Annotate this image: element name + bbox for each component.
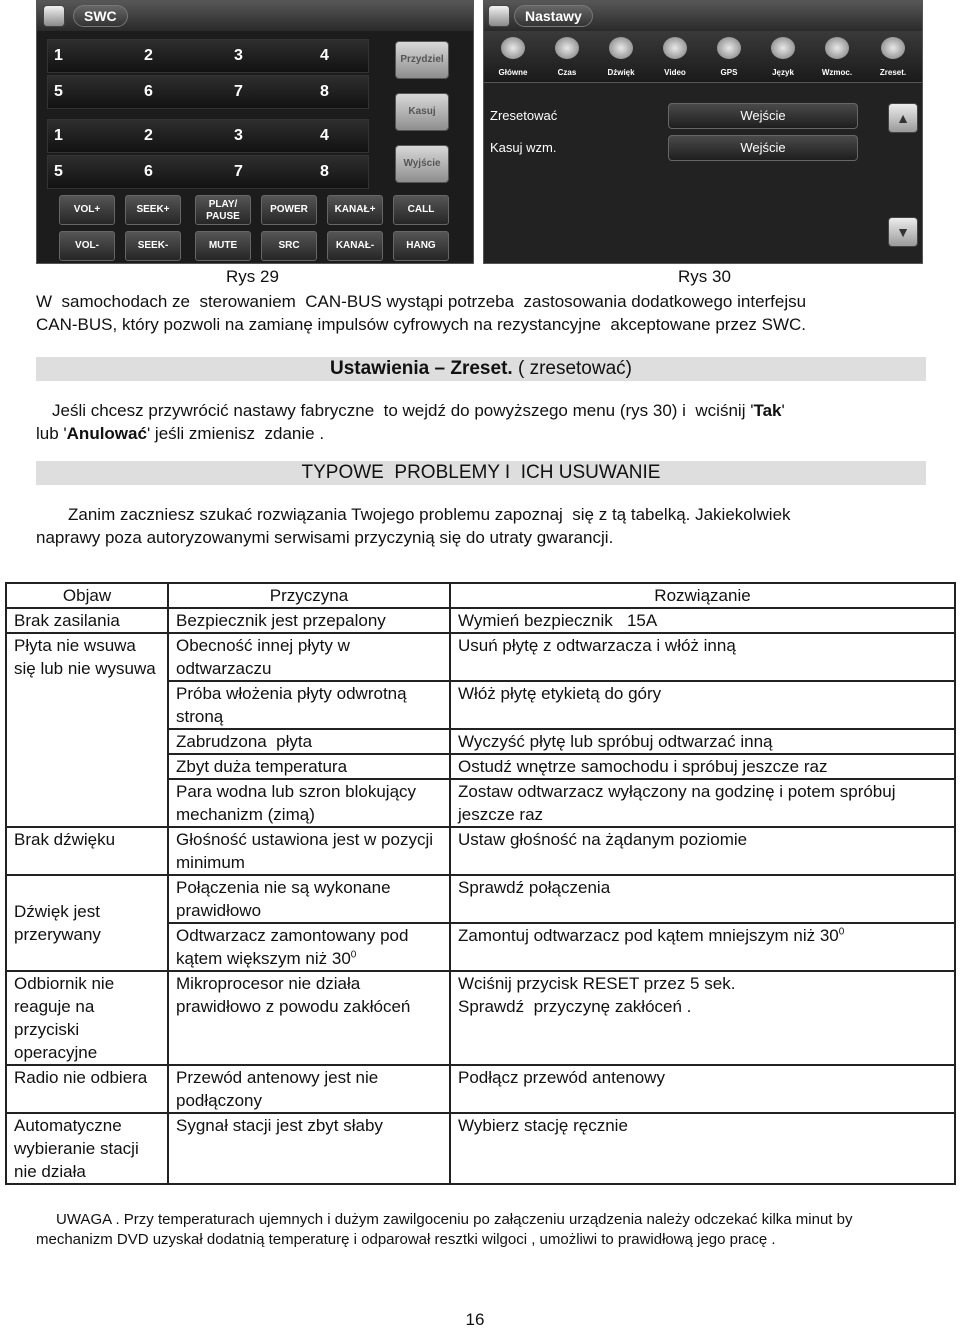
tab-glowne[interactable]: Główne — [488, 31, 538, 83]
heading-rest: ( zresetować) — [512, 358, 632, 379]
symptom-cell: Radio nie odbiera — [6, 1065, 168, 1113]
table-row — [6, 827, 955, 875]
swc-key[interactable]: 1 — [54, 127, 63, 144]
solution-cell: Ustaw głośność na żądanym poziomie — [450, 827, 955, 875]
solution-text: Zamontuj odtwarzacz pod kątem mniejszym niż 30 — [458, 926, 839, 945]
swc-key[interactable]: 7 — [234, 163, 243, 180]
cause-cell: Obecność innej płyty w odtwarzaczu — [168, 633, 450, 681]
symptom-cell: Brak dźwięku — [6, 827, 168, 875]
tab-wzmoc[interactable]: Wzmoc. — [812, 31, 862, 83]
channel-up-button[interactable]: KANAŁ+ — [327, 195, 383, 225]
delete-button[interactable]: Kasuj — [395, 93, 449, 131]
settings-tab-bar — [484, 31, 922, 83]
solution-cell: Włóż płytę etykietą do góry — [450, 681, 955, 729]
swc-key[interactable]: 7 — [234, 83, 243, 100]
swc-key[interactable]: 5 — [54, 163, 63, 180]
text: Jeśli chcesz przywrócić nastawy fabryczne to wejdź do powyższego menu (rys 30) i wciśnij ' — [52, 401, 754, 420]
swc-title: SWC — [73, 5, 128, 27]
tab-zreset[interactable]: Zreset. — [868, 31, 918, 83]
gear-icon — [881, 37, 905, 59]
hang-button[interactable]: HANG — [393, 231, 449, 261]
src-button[interactable]: SRC — [261, 231, 317, 261]
text: ' jeśli zmienisz zdanie . — [146, 424, 325, 443]
cause-cell: Przewód antenowy jest nie podłączony — [168, 1065, 450, 1113]
degree-superscript: 0 — [350, 949, 357, 961]
swc-key[interactable]: 3 — [234, 127, 243, 144]
tab-video[interactable]: Video — [650, 31, 700, 83]
table-row — [6, 633, 955, 681]
swc-key[interactable]: 8 — [320, 163, 329, 180]
solution-cell: Ostudź wnętrze samochodu i spróbuj jeszcze raz — [450, 754, 955, 779]
swc-number-row — [47, 155, 369, 189]
assign-button[interactable]: Przydziel — [395, 41, 449, 79]
header-przyczyna: Przyczyna — [168, 583, 450, 608]
swc-key[interactable]: 4 — [320, 47, 329, 64]
cause-cell: Sygnał stacji jest zbyt słaby — [168, 1113, 450, 1184]
cause-cell: Zabrudzona płyta — [168, 729, 450, 754]
swc-number-row — [47, 119, 369, 153]
setting-label: Kasuj wzm. — [490, 140, 557, 155]
symptom-cell: Brak zasilania — [6, 608, 168, 633]
problems-intro-line: naprawy poza autoryzowanymi serwisami przyczynią się do utraty gwarancji. — [36, 528, 614, 547]
solution-cell — [450, 923, 955, 971]
swc-key[interactable]: 8 — [320, 83, 329, 100]
figure-caption-29: Rys 29 — [226, 267, 279, 286]
seek-up-button[interactable]: SEEK+ — [125, 195, 181, 225]
exit-button[interactable]: Wyjście — [395, 145, 449, 183]
language-icon — [771, 37, 795, 59]
mute-button[interactable]: MUTE — [195, 231, 251, 261]
table-row — [6, 1065, 955, 1113]
table-row — [6, 608, 955, 633]
setting-row-zresetowac — [488, 101, 884, 131]
cause-cell: Bezpiecznik jest przepalony — [168, 608, 450, 633]
warning-note — [36, 1210, 926, 1250]
reset-line — [36, 422, 324, 445]
cube-icon — [501, 37, 525, 59]
cause-cell: Zbyt duża temperatura — [168, 754, 450, 779]
symptom-cell: Automatyczne wybieranie stacji nie działa — [6, 1113, 168, 1184]
call-button[interactable]: CALL — [393, 195, 449, 225]
text: lub ' — [36, 424, 67, 443]
anulowac-label: Anulować — [66, 424, 147, 443]
solution-cell: Sprawdź połączenia — [450, 875, 955, 923]
scroll-up-button[interactable]: ▲ — [888, 103, 918, 133]
cause-cell: Połączenia nie są wykonane prawidłowo — [168, 875, 450, 923]
swc-number-row — [47, 75, 369, 109]
solution-cell — [450, 971, 955, 1065]
cause-cell: Para wodna lub szron blokujący mechanizm (zimą) — [168, 779, 450, 827]
degree-superscript: 0 — [838, 926, 845, 938]
intro-line: W samochodach ze sterowaniem CAN-BUS wystąpi potrzeba zastosowania dodatkowego interfejsu — [36, 292, 807, 311]
swc-key[interactable]: 5 — [54, 83, 63, 100]
nastawy-header — [484, 1, 922, 31]
solution-cell: Usuń płytę z odtwarzacza i włóż inną — [450, 633, 955, 681]
note-text: UWAGA . Przy temperaturach ujemnych i dużym zawilgoceniu po załączeniu urządzenia należy odczekać kilka minut by mechanizm DVD uzyskał dodatnią temperaturę i odparował resztki wilgoci , umożliwi to prawidłową jego pracę . — [36, 1211, 853, 1248]
solution-cell: Wybierz stację ręcznie — [450, 1113, 955, 1184]
table-row — [6, 971, 955, 1065]
solution-cell: Wyczyść płytę lub spróbuj odtwarzać inną — [450, 729, 955, 754]
cause-text: Odtwarzacz zamontowany pod kątem większym niż 30 — [176, 926, 409, 968]
scroll-down-button[interactable]: ▼ — [888, 217, 918, 247]
swc-key[interactable]: 6 — [144, 163, 153, 180]
play-pause-button[interactable]: PLAY/ PAUSE — [195, 195, 251, 225]
swc-key[interactable]: 1 — [54, 47, 63, 64]
setting-label: Zresetować — [490, 108, 558, 123]
compass-icon — [717, 37, 741, 59]
figure-caption-30: Rys 30 — [678, 267, 731, 286]
swc-key[interactable]: 3 — [234, 47, 243, 64]
swc-key[interactable]: 2 — [144, 127, 153, 144]
channel-down-button[interactable]: KANAŁ- — [327, 231, 383, 261]
swc-key[interactable]: 4 — [320, 127, 329, 144]
tak-label: Tak — [753, 401, 782, 420]
troubleshooting-table — [5, 582, 956, 1185]
film-icon — [663, 37, 687, 59]
table-row — [6, 1113, 955, 1184]
symptom-cell: Płyta nie wsuwa się lub nie wysuwa — [6, 633, 168, 827]
gear-icon[interactable] — [488, 5, 510, 27]
enter-button[interactable]: Wejście — [668, 135, 858, 161]
text: ' — [781, 401, 785, 420]
page-number: 16 — [465, 1310, 485, 1329]
section-heading-reset — [36, 357, 926, 381]
symptom-cell — [6, 875, 168, 971]
header-objaw: Objaw — [6, 583, 168, 608]
cause-cell — [168, 923, 450, 971]
heading-bold: Ustawienia – Zreset. — [329, 358, 513, 379]
symptom-text: Dźwięk jest przerywany — [14, 902, 101, 944]
symptom-cell: Odbiornik nie reaguje na przyciski operacyjne — [6, 971, 168, 1065]
nastawy-screenshot — [483, 0, 923, 264]
tab-czas[interactable]: Czas — [542, 31, 592, 83]
setting-row-kasuj-wzm — [488, 133, 884, 163]
clock-icon — [555, 37, 579, 59]
tab-gps[interactable]: GPS — [704, 31, 754, 83]
problems-intro-line: Zanim zaczniesz szukać rozwiązania Twojego problemu zapoznaj się z tą tabelką. Jakiekolwiek — [68, 505, 791, 524]
solution-cell: Wymień bezpiecznik 15A — [450, 608, 955, 633]
table-header-row — [6, 583, 955, 608]
home-icon[interactable] — [43, 5, 65, 27]
tab-jezyk[interactable]: Język — [758, 31, 808, 83]
heading-text: TYPOWE PROBLEMY I ICH USUWANIE — [301, 462, 661, 483]
seek-down-button[interactable]: SEEK- — [125, 231, 181, 261]
solution-text: Wciśnij przycisk RESET przez 5 sek. — [458, 974, 736, 993]
swc-screenshot — [36, 0, 474, 264]
header-rozwiazanie: Rozwiązanie — [450, 583, 955, 608]
swc-key[interactable]: 2 — [144, 47, 153, 64]
cause-cell: Głośność ustawiona jest w pozycji minimum — [168, 827, 450, 875]
cause-cell: Mikroprocesor nie działa prawidłowo z powodu zakłóceń — [168, 971, 450, 1065]
solution-cell: Zostaw odtwarzacz wyłączony na godzinę i potem spróbuj jeszcze raz — [450, 779, 955, 827]
section-heading-problems — [36, 461, 926, 485]
intro-line: CAN-BUS, który pozwoli na zamianę impulsów cyfrowych na rezystancyjne akceptowane przez SWC. — [36, 315, 807, 334]
speaker-icon — [609, 37, 633, 59]
vol-down-button[interactable]: VOL- — [59, 231, 115, 261]
swc-key[interactable]: 6 — [144, 83, 153, 100]
cause-cell: Próba włożenia płyty odwrotną stroną — [168, 681, 450, 729]
swc-header — [37, 1, 473, 31]
table-row — [6, 875, 955, 923]
enter-button[interactable]: Wejście — [668, 103, 858, 129]
vol-up-button[interactable]: VOL+ — [59, 195, 115, 225]
solution-text: Sprawdź przyczynę zakłóceń . — [458, 997, 692, 1016]
swc-number-row — [47, 39, 369, 73]
nastawy-title: Nastawy — [514, 5, 593, 27]
power-button[interactable]: POWER — [261, 195, 317, 225]
signal-bars-icon — [825, 37, 849, 59]
reset-line — [52, 399, 785, 422]
solution-cell: Podłącz przewód antenowy — [450, 1065, 955, 1113]
tab-dzwiek[interactable]: Dźwięk — [596, 31, 646, 83]
